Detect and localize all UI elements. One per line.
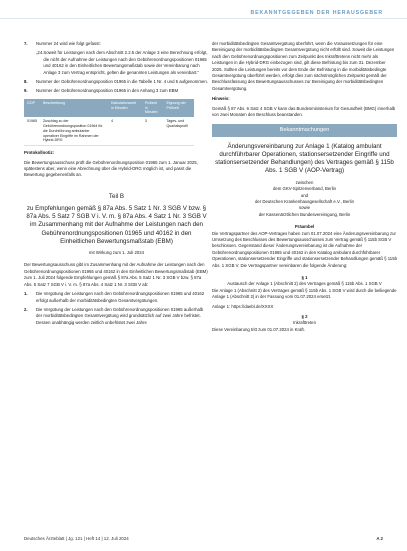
announcement-title: Änderungsvereinbarung zur Anlage 1 (Katalog ambulant durchführbarer Operationen, stationsersetzender Eingriffe und stationsersetzender Behandlungen) des Vertrages gemäß § 115b Abs. 1 SGB V (AOP-Vertrag)	[215, 142, 394, 175]
item-text: Nummer der Gebührenordnungsposition 01965 in den Anhang 3 zum EBM	[36, 88, 179, 94]
party-gkv: dem GKV-Spitzenverband, Berlin	[272, 186, 337, 192]
table-header-cell: GOP	[24, 99, 40, 117]
section-header: BEKANNTGEGEBEN DER HERAUSGEBER	[250, 10, 383, 16]
table-cell: Zuschlag zu der Gebührenordnungsposition 01964 für die Durchführung ambulanter operativer Eingriffe im Rahmen der Hybrid-DRG	[40, 117, 108, 145]
teil-intro: Der Bewertungsausschuss gibt im Zusammenhang mit der Aufnahme der Leistungen nach den Gebührenordnungspositionen 01965 und 40162 in den Einheitlichen Bewertungsmaßstab (EBM) zum 1. Juli 2024 folgende Empfehlungen gemäß § 87a Abs. 5 Satz 1 Nr. 3 SGB V bzw. § 87a Abs. 5 Satz 7 SGB V i. V. m. § 87a Abs. 4 Satz 1 Nr. 3 SGB V ab:	[24, 262, 208, 287]
list-subitem	[36, 50, 209, 76]
table-cell: Tages- und Quartalsprofil	[163, 117, 194, 145]
table-header-cell: Beschreibung	[40, 99, 108, 117]
protocol-text: Die Bewertungsausschuss prüft die Gebührenordnungsposition 01965 zum 1. Januar 2025, spätestens aber, wenn eine Abrechnung über die Hybrid-DRG möglich ist, und passt die Bewertung gegebenenfalls an.	[24, 159, 198, 178]
teil-date: mit Wirkung zum 1. Juli 2024	[88, 250, 145, 256]
item-number: 8.	[24, 79, 28, 85]
paragraph-1-text: Die Anlage 1 (Abschnitt 2) des Vertrages gemäß § 115b Abs. 1 SGB V wird durch die beiliegende Anlage 1 (Abschnitt 2) in der Fassung vom 01.07.2024 ersetzt.	[212, 287, 397, 300]
item-text: Die Vergütung der Leistungen nach den Gebührenordnungspositionen 01965 außerhalb der morbiditätsbedingten Gesamtvergütung wird grundsätzlich auf zwei Jahre befristet. Dessen unabhängig werden zeitlich unbefristet zwei Jahre	[36, 306, 204, 325]
gop-table	[24, 99, 194, 146]
page-footer	[24, 536, 383, 541]
page-number: A 2	[376, 536, 383, 541]
item-number: 2.	[24, 306, 28, 312]
table-header-row	[24, 99, 194, 117]
left-column	[24, 41, 209, 329]
praeambel-text: Die Vertragspartner des AOP-Vertrages haben zum 01.07.2024 eine Änderungsvereinbarung zur Umsetzung des Beschlusses des Bewertungsausschusses zum Vertrag gemäß § 115b SGB V beschlossen. Gegenstand dieser Änderungsvereinbarung ist die Aufnahme der Gebührenordnungspositionen 01965 und 40162 in den Katalog ambulant durchführbarer Operationen, stationsersetzender Eingriffe und stationsersetzender Behandlungen gemäß § 115b Abs. 1 SGB V. Die Vertragspartner vereinbaren die folgende Änderung:	[212, 230, 397, 268]
table-header-cell: Kalkulationszeit in Minuten	[108, 99, 142, 117]
paragraph-2-title: Inkrafttreten	[293, 320, 316, 326]
and-label: und	[300, 192, 309, 198]
footer-journal: Deutsches Ärzteblatt | Jg. 121 | Heft 14 | 12. Juli 2024	[24, 536, 129, 541]
hinweis-label: Hinweis:	[212, 96, 230, 102]
continued-text: der morbiditätsbedingten Gesamtvergütung überführt, wenn die Voraussetzungen für eine Bereinigung der morbiditätsbedingten Gesamtvergütung nicht erfüllt sind. Soweit die Leistungen nach den Gebührenordnungspositionen zum Zeitpunkt des Inkrafttretens nicht mehr als Leistungen in die Hybrid-DRG einbezogen sind, gilt diese Befristung bis zum 31. Dezember 2025. Sollten die Leistungen bereits vor dem Ende der Befristung in die morbiditätsbedingte Gesamtvergütung überführt werden, erfolgt dies zum nächstmöglichen Zeitpunkt gemäß der Beschlussfassung des Bewertungsausschusses zur Bereinigung der morbiditätsbedingten Gesamtvergütung.	[212, 41, 395, 91]
table-row	[24, 117, 194, 145]
and-label: sowie	[299, 205, 310, 211]
table-cell: 01965	[24, 117, 40, 145]
item-number: 9.	[24, 88, 28, 94]
teil-label: Teil B	[108, 192, 125, 200]
paragraph-2-text: Diese Vereinbarung tritt zum 01.07.2024 in Kraft.	[212, 326, 305, 332]
party-dkg: der Deutschen Krankenhausgesellschaft e.V., Berlin	[255, 198, 354, 204]
announcements-banner: Bekanntmachungen	[212, 124, 397, 136]
list-item	[24, 307, 209, 326]
item-number: 1.	[24, 291, 28, 297]
paragraph-1-label: § 1	[301, 274, 308, 280]
between-label: zwischen	[295, 179, 314, 185]
table-header-cell: Eignung der Prüfzeit	[163, 99, 194, 117]
item-number: 7.	[24, 41, 28, 46]
header-divider	[0, 18, 407, 19]
paragraph-1-title: Austausch der Anlage 1 (Abschnitt 2) des Vertrages gemäß § 115b Abs. 1 SGB V	[227, 281, 382, 287]
list-item	[24, 291, 209, 304]
subitem-number: „24.	[36, 50, 44, 56]
paragraph-1-link[interactable]: Anlage 1: https://daebl.de/XXXX	[212, 303, 274, 309]
praeambel-label: Präambel	[294, 224, 315, 230]
right-column	[212, 41, 397, 336]
paragraph-2-label: § 2	[301, 314, 308, 319]
list-item	[24, 79, 209, 85]
list-item	[24, 88, 209, 94]
protocol-label: Protokollnotiz:	[24, 150, 55, 156]
subitem-text: Soweit für Leistungen nach dem Abschnitt 2.2.5 der Anlage 3 eine Berechnung erfolgt, die nicht der Aufnahme der Leistungen nach den Gebührenordnungspositionen 01965 und 40162 in den Einheitlichen Bewertungsmaßstab sowie der Vereinbarung nach Anlage 3 zum Vertrag entspricht, gelten die genannten Leistungen als vereinbart.“	[43, 50, 208, 75]
party-kbv: der Kassenärztlichen Bundesvereinigung, Berlin	[258, 211, 351, 217]
table-header-cell: Prüfzeit in Minuten	[142, 99, 164, 117]
hinweis-text: Gemäß § 87 Abs. 6 Satz 4 SGB V kann das Bundesministerium für Gesundheit (BMG) innerhalb von zwei Monaten den Beschluss beanstanden.	[212, 105, 396, 118]
item-text: Nummer der Gebührenordnungsposition 01965 in die Tabelle 1 Nr. 4 und 5 aufgenommen.	[36, 79, 208, 85]
list-item	[24, 41, 209, 47]
teil-title: zu Empfehlungen gemäß § 87a Abs. 5 Satz 1 Nr. 3 SGB V bzw. § 87a Abs. 5 Satz 7 SGB V i. V. m. § 87a Abs. 4 Satz 1 Nr. 3 SGB V im Zusammenhang mit der Aufnahme der Leistungen nach den Gebührenordnungspositionen 01965 und 40162 in den Einheitlichen Bewertungsmaßstab (EBM)	[26, 205, 207, 245]
table-cell: 3	[142, 117, 164, 145]
item-text: Die Vergütung der Leistungen nach den Gebührenordnungspositionen 01965 und 40162 erfolgt außerhalb der morbiditätsbedingten Gesamtvergütungen.	[36, 291, 205, 303]
item-text: Nummer 24 wird wie folgt gefasst:	[36, 41, 101, 46]
table-cell: 4	[108, 117, 142, 145]
